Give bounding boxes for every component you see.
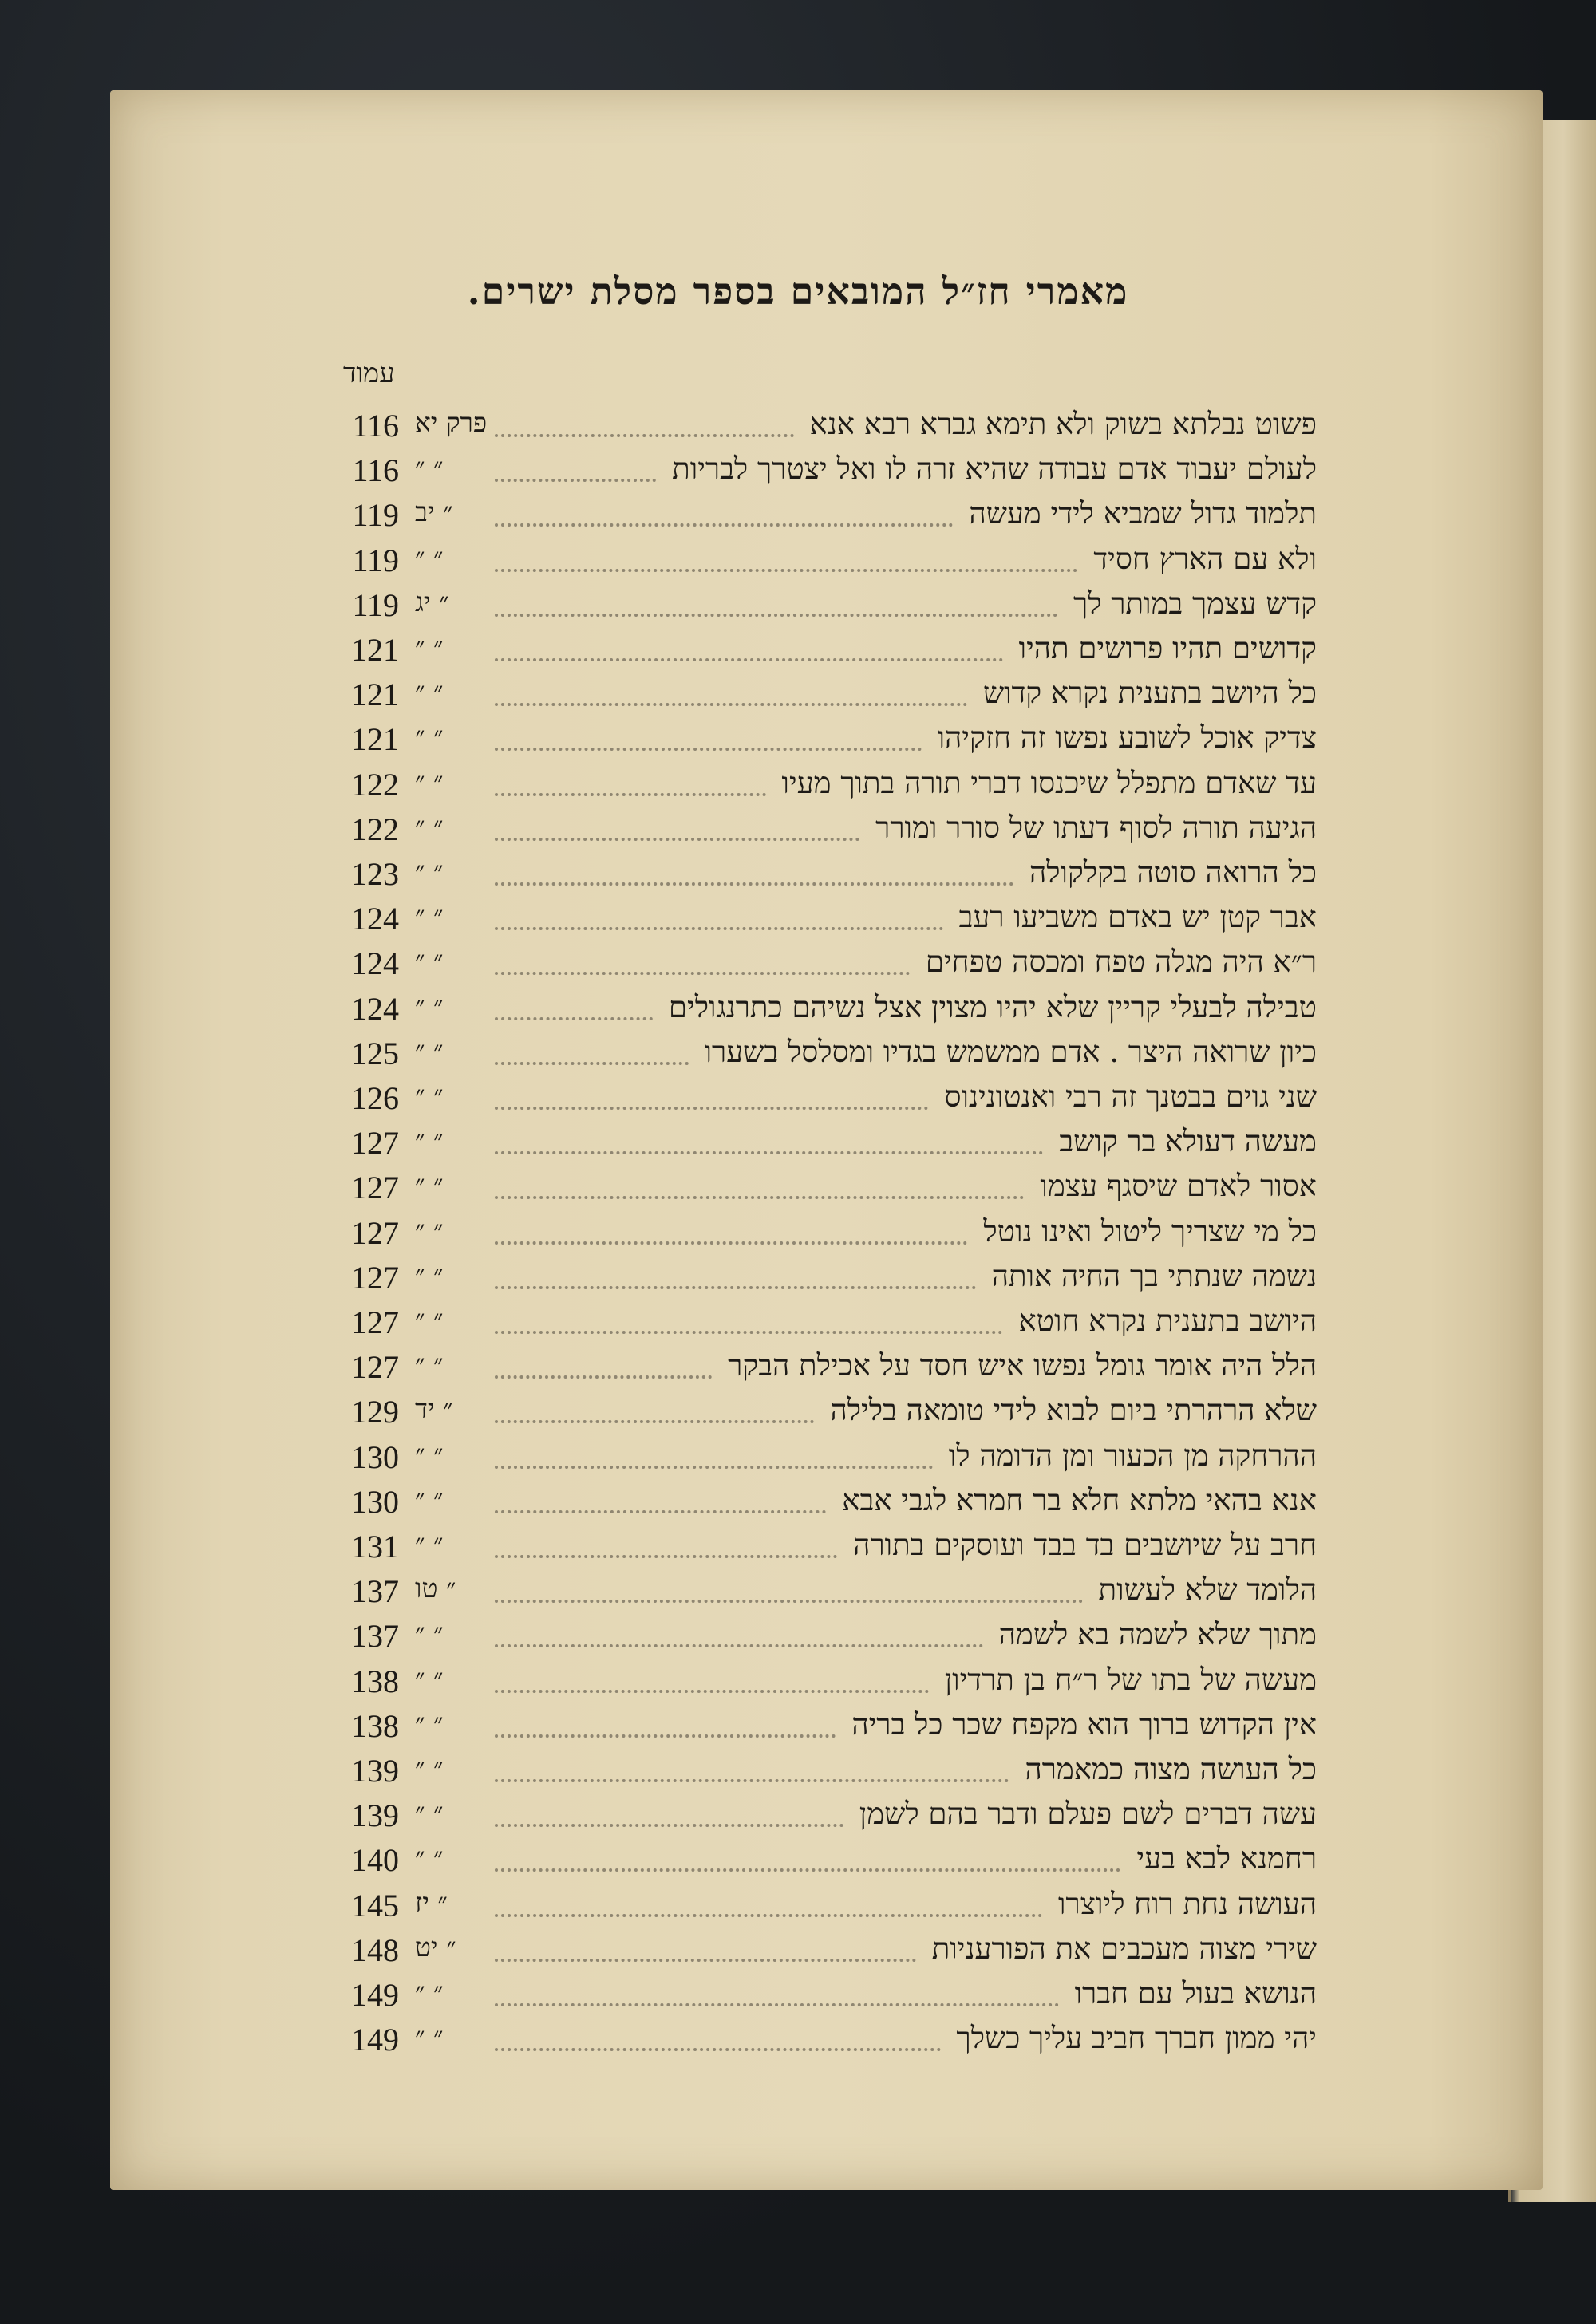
index-entry [0,1259,1596,1304]
leader-dots [495,1135,1043,1154]
index-entry [0,452,1596,496]
entry-page-number: 124 [351,990,399,1027]
entry-quote: טבילה לבעלי קריין שלא יהיו מצוין אצל נשיהם כתרנגולים [668,989,1317,1024]
leader-dots [495,1404,814,1423]
entry-page-number: 123 [351,856,399,892]
entry-chapter: ״ ״ [415,900,444,932]
index-entry [0,1035,1596,1079]
index-entry [0,407,1596,452]
entry-quote: רחמנא לבא בעי [1136,1841,1317,1876]
index-entry [0,990,1596,1035]
page-column-header: עמוד [343,357,395,389]
entry-chapter: ״ ״ [415,1034,444,1066]
index-entry [0,1841,1596,1886]
leader-dots [495,1987,1059,2006]
entry-chapter: ״ ״ [415,1976,444,2007]
index-entry [0,1976,1596,2021]
entry-page-number: 139 [351,1753,399,1789]
entry-quote: הלל היה אומר גומל נפשו איש חסד על אכילת הבקר [728,1348,1317,1383]
leader-dots [495,1539,837,1558]
entry-page-number: 122 [351,811,399,847]
entry-quote: כל הרואה סוטה בקלקולה [1029,855,1317,890]
leader-dots [495,732,922,751]
entry-chapter: ״ ״ [415,541,444,573]
entry-page-number: 149 [351,1977,399,2013]
entry-quote: העושה נחת רוח ליוצרו [1058,1886,1317,1921]
index-entry [0,1169,1596,1213]
entry-chapter: ״ ״ [415,1662,444,1694]
entry-page-number: 138 [351,1663,399,1699]
entry-chapter: ״ ״ [415,989,444,1021]
entry-quote: ר״א היה מגלה טפח ומכסה טפחים [925,945,1317,980]
index-entry [0,1572,1596,1617]
leader-dots [495,2032,941,2051]
entry-page-number: 121 [351,632,399,668]
entry-quote: מעשה של בתו של ר״ח בן תרדיון [944,1662,1317,1697]
entry-quote: תלמוד גדול שמביא לידי מעשה [969,496,1317,531]
entry-quote: כל מי שצריך ליטול ואינו נוטל [983,1213,1317,1249]
entry-quote: חרב על שיושבים בד בבד ועוסקים בתורה [853,1528,1317,1562]
leader-dots [495,1718,836,1738]
entry-page-number: 127 [351,1214,399,1251]
entry-chapter: ״ ״ [415,1079,444,1111]
leader-dots [495,1584,1083,1603]
entry-quote: אנא בהאי מלתא חלא בר חמרא לגבי אבא [842,1482,1317,1517]
entry-page-number: 145 [351,1887,399,1924]
index-entry [0,1797,1596,1841]
entry-chapter: ״ ״ [415,1617,444,1649]
entry-page-number: 138 [351,1707,399,1744]
entry-page-number: 127 [351,1349,399,1386]
entry-chapter: ״ יז [415,1886,448,1918]
entry-quote: יהי ממון חברך חביב עליך כשלך [956,2021,1317,2056]
index-entry [0,1663,1596,1707]
entry-quote: הנושא בעול עם חברו [1074,1976,1317,2010]
leader-dots [495,1808,843,1827]
entry-page-number: 148 [351,1931,399,1968]
leader-dots [495,1898,1042,1917]
entry-page-number: 149 [351,2022,399,2058]
entry-quote: קדושים תהיו פרושים תהיו [1018,631,1317,665]
entry-quote: שירי מצוה מעכבים את הפורעניות [931,1931,1317,1966]
entry-quote: כל היושב בתענית נקרא קדוש [982,676,1317,711]
entry-quote: מעשה דעולא בר קושב [1059,1124,1317,1159]
page-title: מאמרי חז״ל המובאים בספר מסלת ישרים. [467,270,1129,313]
entry-chapter: ״ ״ [415,452,444,483]
entry-chapter: ״ ״ [415,1482,444,1514]
entry-page-number: 119 [352,497,399,534]
entry-quote: לעולם יעבוד אדם עבודה שהיא זרה לו ואל יצטרך לבריות [672,452,1317,487]
entry-quote: עשה דברים לשם פעלם ודבר בהם לשמן [859,1797,1317,1832]
leader-dots [495,1001,653,1020]
entry-quote: ההרחקה מן הכעור ומן הדומה לו [948,1438,1317,1473]
leader-dots [495,463,656,482]
leader-dots [495,777,766,796]
leader-dots [495,1628,983,1647]
index-entry [0,720,1596,765]
entry-chapter: ״ ״ [415,1841,444,1873]
entry-page-number: 140 [351,1842,399,1879]
leader-dots [495,1494,826,1513]
entry-page-number: 127 [351,1259,399,1296]
entry-page-number: 137 [351,1573,399,1610]
entry-page-number: 129 [351,1394,399,1430]
index-entry [0,2021,1596,2066]
entry-chapter: ״ יט [415,1931,456,1963]
leader-dots [495,1225,967,1245]
entry-chapter: ״ ״ [415,945,444,977]
entry-chapter: ״ ״ [415,1348,444,1380]
entry-page-number: 119 [352,542,399,578]
entry-chapter: ״ יד [415,1393,453,1425]
entry-chapter: ״ ״ [415,631,444,662]
index-entry [0,496,1596,541]
leader-dots [495,507,953,527]
entry-quote: היושב בתענית נקרא חוטא [1018,1304,1317,1338]
leader-dots [495,822,859,841]
entry-chapter: ״ יג [415,586,449,617]
entry-page-number: 125 [351,1035,399,1071]
entry-chapter: ״ ״ [415,810,444,842]
index-entry [0,945,1596,989]
entry-quote: שלא הרהרתי ביום לבוא לידי טומאה בלילה [830,1393,1317,1428]
leader-dots [495,1180,1024,1199]
entry-quote: נשמה שנתתי בך החיה אותה [991,1258,1317,1293]
leader-dots [495,1943,916,1962]
entry-quote: צדיק אוכל לשובע נפשו זה חזקיהו [937,720,1317,756]
index-entry [0,1617,1596,1662]
entry-page-number: 121 [351,677,399,713]
entry-quote: פשוט נבלתא בשוק ולא תימא גברא רבא אנא [809,407,1317,441]
entry-quote: אסור לאדם שיסגף עצמו [1040,1169,1317,1204]
entry-page-number: 130 [351,1438,399,1475]
entry-quote: ולא עם הארץ חסיד [1093,541,1317,576]
index-entry [0,1931,1596,1976]
entry-quote: כל העושה מצוה כמאמרה [1025,1752,1317,1786]
entry-chapter: ״ ״ [415,1752,444,1783]
leader-dots [495,1763,1009,1782]
entry-page-number: 137 [351,1618,399,1655]
index-entry [0,1483,1596,1528]
entry-page-number: 119 [352,586,399,623]
entry-page-number: 122 [351,766,399,803]
leader-dots [495,1091,928,1110]
entry-page-number: 121 [351,721,399,758]
entry-quote: אבר קטן יש באדם משביעו רעב [958,900,1317,935]
entry-chapter: ״ ״ [415,1438,444,1470]
leader-dots [495,956,910,975]
entry-chapter: ״ יב [415,496,453,528]
leader-dots [495,418,794,437]
entry-page-number: 131 [351,1529,399,1564]
entry-page-number: 116 [352,408,399,444]
index-entry [0,900,1596,945]
index-entry [0,542,1596,586]
entry-page-number: 116 [352,452,399,489]
entry-chapter: ״ טו [415,1572,456,1604]
entry-chapter: ״ ״ [415,855,444,886]
index-entry [0,811,1596,855]
index-entry [0,676,1596,720]
index-entry [0,1304,1596,1348]
index-entry [0,1887,1596,1931]
leader-dots [495,1046,689,1065]
entry-page-number: 130 [351,1483,399,1520]
index-entry [0,1752,1596,1797]
entry-page-number: 127 [351,1170,399,1206]
entry-quote: הלומד שלא לעשות [1098,1572,1317,1608]
entry-page-number: 124 [351,945,399,982]
entry-page-number: 127 [351,1304,399,1340]
entry-page-number: 124 [351,901,399,937]
leader-dots [495,911,943,930]
entry-quote: כיון שרואה היצר . אדם ממשמש בגדיו ומסלסל בשערו [704,1034,1317,1069]
leader-dots [495,1359,712,1379]
entry-quote: שני גוים בבטנך זה רבי ואנטונינוס [944,1079,1317,1114]
entry-page-number: 127 [351,1125,399,1162]
entry-chapter: פרק יא [415,407,488,438]
entry-chapter: ״ ״ [415,765,444,797]
entry-chapter: ״ ״ [415,1707,444,1738]
entry-chapter: ״ ״ [415,1797,444,1829]
index-entry [0,1079,1596,1124]
index-entry [0,1528,1596,1572]
entry-chapter: ״ ״ [415,1124,444,1156]
index-entry [0,631,1596,676]
leader-dots [495,1450,933,1469]
index-entry [0,855,1596,900]
entry-chapter: ״ ״ [415,1528,444,1559]
index-entry [0,766,1596,811]
leader-dots [495,1674,929,1693]
leader-dots [495,866,1013,886]
entry-page-number: 126 [351,1080,399,1116]
index-entry [0,1707,1596,1752]
entry-chapter: ״ ״ [415,1304,444,1335]
entry-quote: מתוך שלא לשמה בא לשמה [998,1617,1317,1652]
entry-chapter: ״ ״ [415,1213,444,1245]
leader-dots [495,1270,976,1289]
index-entry [0,586,1596,631]
entry-chapter: ״ ״ [415,1258,444,1290]
leader-dots [495,553,1077,572]
leader-dots [495,598,1057,617]
leader-dots [495,642,1003,661]
entry-quote: הגיעה תורה לסוף דעתו של סורר ומורר [875,810,1317,845]
index-entry [0,1124,1596,1169]
entry-chapter: ״ ״ [415,720,444,752]
entry-quote: עד שאדם מתפלל שיכנסו דברי תורה בתוך מעיו [781,765,1317,800]
index-entry [0,1348,1596,1393]
index-entry [0,1438,1596,1483]
entry-chapter: ״ ״ [415,676,444,708]
entry-chapter: ״ ״ [415,2021,444,2053]
entry-chapter: ״ ״ [415,1169,444,1201]
entry-page-number: 139 [351,1797,399,1834]
entry-quote: אין הקדוש ברוך הוא מקפח שכר כל בריה [851,1707,1317,1742]
index-entry [0,1214,1596,1259]
entry-quote: קדש עצמך במותר לך [1073,586,1317,621]
leader-dots [495,1852,1120,1872]
leader-dots [495,1315,1002,1334]
leader-dots [495,687,967,706]
index-entry [0,1393,1596,1438]
